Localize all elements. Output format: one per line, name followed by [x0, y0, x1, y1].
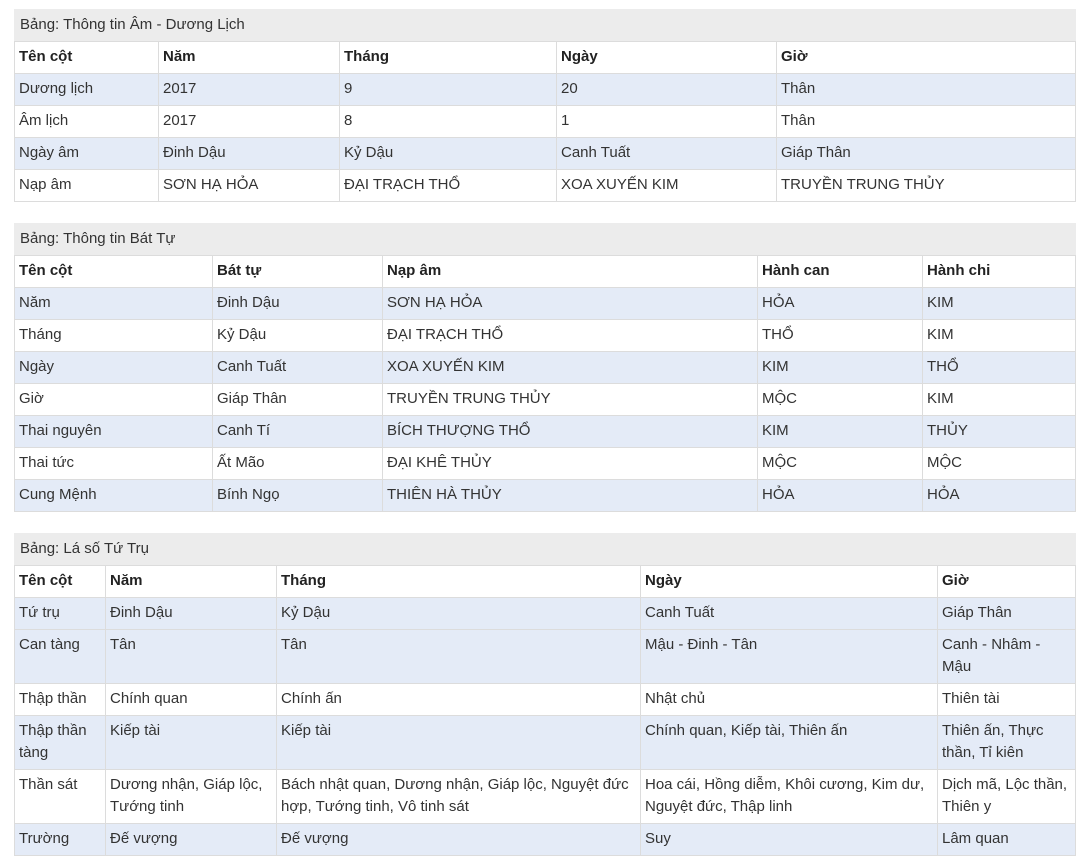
- table-cell: Canh Tí: [213, 416, 383, 448]
- table-cell: Giáp Thân: [777, 138, 1076, 170]
- table-cell: MỘC: [923, 448, 1076, 480]
- table-cell: Thần sát: [15, 770, 106, 824]
- table-caption: Bảng: Thông tin Bát Tự: [14, 223, 1076, 255]
- table-row: [15, 106, 1076, 138]
- table-cell: Thập thần tàng: [15, 716, 106, 770]
- table-cell: Dịch mã, Lộc thần, Thiên y: [938, 770, 1076, 824]
- table-cell: TRUYỀN TRUNG THỦY: [383, 384, 758, 416]
- table-cell: Canh - Nhâm - Mậu: [938, 630, 1076, 684]
- table-cell: TRUYỀN TRUNG THỦY: [777, 170, 1076, 202]
- table-cell: Âm lịch: [15, 106, 159, 138]
- table-cell: Tân: [106, 630, 277, 684]
- column-header: Tháng: [340, 42, 557, 74]
- table-cell: THỔ: [923, 352, 1076, 384]
- table-cell: Dương nhận, Giáp lộc, Tướng tinh: [106, 770, 277, 824]
- table-cell: Thân: [777, 74, 1076, 106]
- table-cell: Mậu - Đinh - Tân: [641, 630, 938, 684]
- table-cell: Hoa cái, Hồng diễm, Khôi cương, Kim dư, Nguyệt đức, Thập linh: [641, 770, 938, 824]
- table-cell: HỎA: [923, 480, 1076, 512]
- table-cell: 2017: [159, 106, 340, 138]
- table-header-row: [15, 42, 1076, 74]
- table-cell: Thiên ấn, Thực thần, Tỉ kiên: [938, 716, 1076, 770]
- table-cell: Giáp Thân: [213, 384, 383, 416]
- table-cell: Năm: [15, 288, 213, 320]
- table-cell: SƠN HẠ HỎA: [383, 288, 758, 320]
- table-cell: KIM: [758, 416, 923, 448]
- table-cell: BÍCH THƯỢNG THỔ: [383, 416, 758, 448]
- table-cell: 1: [557, 106, 777, 138]
- table-cell: HỎA: [758, 288, 923, 320]
- column-header: Năm: [159, 42, 340, 74]
- table-row: [15, 598, 1076, 630]
- table-cell: Cung Mệnh: [15, 480, 213, 512]
- table-row: [15, 384, 1076, 416]
- table-cell: 2017: [159, 74, 340, 106]
- table-cell: Kiếp tài: [106, 716, 277, 770]
- column-header: Năm: [106, 566, 277, 598]
- table-cell: ĐẠI TRẠCH THỔ: [340, 170, 557, 202]
- table-cell: Nhật chủ: [641, 684, 938, 716]
- table-cell: Đinh Dậu: [213, 288, 383, 320]
- table-cell: Ngày: [15, 352, 213, 384]
- column-header: Tháng: [277, 566, 641, 598]
- table-cell: Suy: [641, 824, 938, 856]
- table-cell: THỔ: [758, 320, 923, 352]
- table-row: [15, 716, 1076, 770]
- table-cell: Thập thần: [15, 684, 106, 716]
- bat-tu-table-section: [14, 223, 1076, 512]
- table-header-row: [15, 256, 1076, 288]
- table-cell: Thân: [777, 106, 1076, 138]
- table-cell: Bách nhật quan, Dương nhận, Giáp lộc, Nguyệt đức hợp, Tướng tinh, Vô tinh sát: [277, 770, 641, 824]
- table-cell: Tân: [277, 630, 641, 684]
- table-row: [15, 770, 1076, 824]
- table-cell: Ất Mão: [213, 448, 383, 480]
- table-cell: KIM: [923, 320, 1076, 352]
- column-header: Nạp âm: [383, 256, 758, 288]
- table-cell: Canh Tuất: [641, 598, 938, 630]
- table-cell: 8: [340, 106, 557, 138]
- table-cell: KIM: [758, 352, 923, 384]
- table-cell: KIM: [923, 384, 1076, 416]
- table-caption: Bảng: Lá số Tứ Trụ: [14, 533, 1076, 565]
- column-header: Giờ: [938, 566, 1076, 598]
- table-cell: Chính ấn: [277, 684, 641, 716]
- table-cell: Đinh Dậu: [106, 598, 277, 630]
- table-cell: Kiếp tài: [277, 716, 641, 770]
- table-cell: Nạp âm: [15, 170, 159, 202]
- table-cell: Kỷ Dậu: [277, 598, 641, 630]
- column-header: Ngày: [557, 42, 777, 74]
- table-cell: Lâm quan: [938, 824, 1076, 856]
- table-row: [15, 416, 1076, 448]
- table-cell: XOA XUYẾN KIM: [383, 352, 758, 384]
- table-cell: XOA XUYẾN KIM: [557, 170, 777, 202]
- table-row: [15, 448, 1076, 480]
- table-cell: Dương lịch: [15, 74, 159, 106]
- table-cell: Ngày âm: [15, 138, 159, 170]
- column-header: Hành chi: [923, 256, 1076, 288]
- table-cell: Thai tức: [15, 448, 213, 480]
- table-cell: Đinh Dậu: [159, 138, 340, 170]
- table-cell: SƠN HẠ HỎA: [159, 170, 340, 202]
- table-row: [15, 138, 1076, 170]
- table-row: [15, 170, 1076, 202]
- table-cell: Chính quan: [106, 684, 277, 716]
- table-cell: MỘC: [758, 448, 923, 480]
- column-header: Tên cột: [15, 566, 106, 598]
- column-header: Hành can: [758, 256, 923, 288]
- table-cell: Chính quan, Kiếp tài, Thiên ấn: [641, 716, 938, 770]
- lunar-solar-table-section: [14, 9, 1076, 202]
- bat-tu-table: [14, 255, 1076, 512]
- table-row: [15, 320, 1076, 352]
- table-cell: THIÊN HÀ THỦY: [383, 480, 758, 512]
- table-cell: Tứ trụ: [15, 598, 106, 630]
- table-cell: ĐẠI KHÊ THỦY: [383, 448, 758, 480]
- column-header: Tên cột: [15, 256, 213, 288]
- table-row: [15, 684, 1076, 716]
- table-cell: 9: [340, 74, 557, 106]
- table-cell: MỘC: [758, 384, 923, 416]
- table-caption: Bảng: Thông tin Âm - Dương Lịch: [14, 9, 1076, 41]
- table-row: [15, 288, 1076, 320]
- table-cell: HỎA: [758, 480, 923, 512]
- table-cell: KIM: [923, 288, 1076, 320]
- table-cell: Giáp Thân: [938, 598, 1076, 630]
- tu-tru-table-section: [14, 533, 1076, 856]
- column-header: Giờ: [777, 42, 1076, 74]
- table-cell: Bính Ngọ: [213, 480, 383, 512]
- column-header: Bát tự: [213, 256, 383, 288]
- table-cell: Thai nguyên: [15, 416, 213, 448]
- table-cell: Canh Tuất: [557, 138, 777, 170]
- table-cell: Thiên tài: [938, 684, 1076, 716]
- tu-tru-table: [14, 565, 1076, 856]
- table-row: [15, 480, 1076, 512]
- table-cell: Giờ: [15, 384, 213, 416]
- table-cell: Đế vượng: [277, 824, 641, 856]
- table-row: [15, 630, 1076, 684]
- table-row: [15, 352, 1076, 384]
- table-cell: ĐẠI TRẠCH THỔ: [383, 320, 758, 352]
- lunar-solar-table: [14, 41, 1076, 202]
- table-cell: Canh Tuất: [213, 352, 383, 384]
- table-cell: Trường: [15, 824, 106, 856]
- table-cell: 20: [557, 74, 777, 106]
- table-cell: Kỷ Dậu: [340, 138, 557, 170]
- table-cell: Can tàng: [15, 630, 106, 684]
- column-header: Ngày: [641, 566, 938, 598]
- table-cell: Đế vượng: [106, 824, 277, 856]
- column-header: Tên cột: [15, 42, 159, 74]
- table-cell: THỦY: [923, 416, 1076, 448]
- table-cell: Tháng: [15, 320, 213, 352]
- table-header-row: [15, 566, 1076, 598]
- table-row: [15, 74, 1076, 106]
- table-row: [15, 824, 1076, 856]
- table-cell: Kỷ Dậu: [213, 320, 383, 352]
